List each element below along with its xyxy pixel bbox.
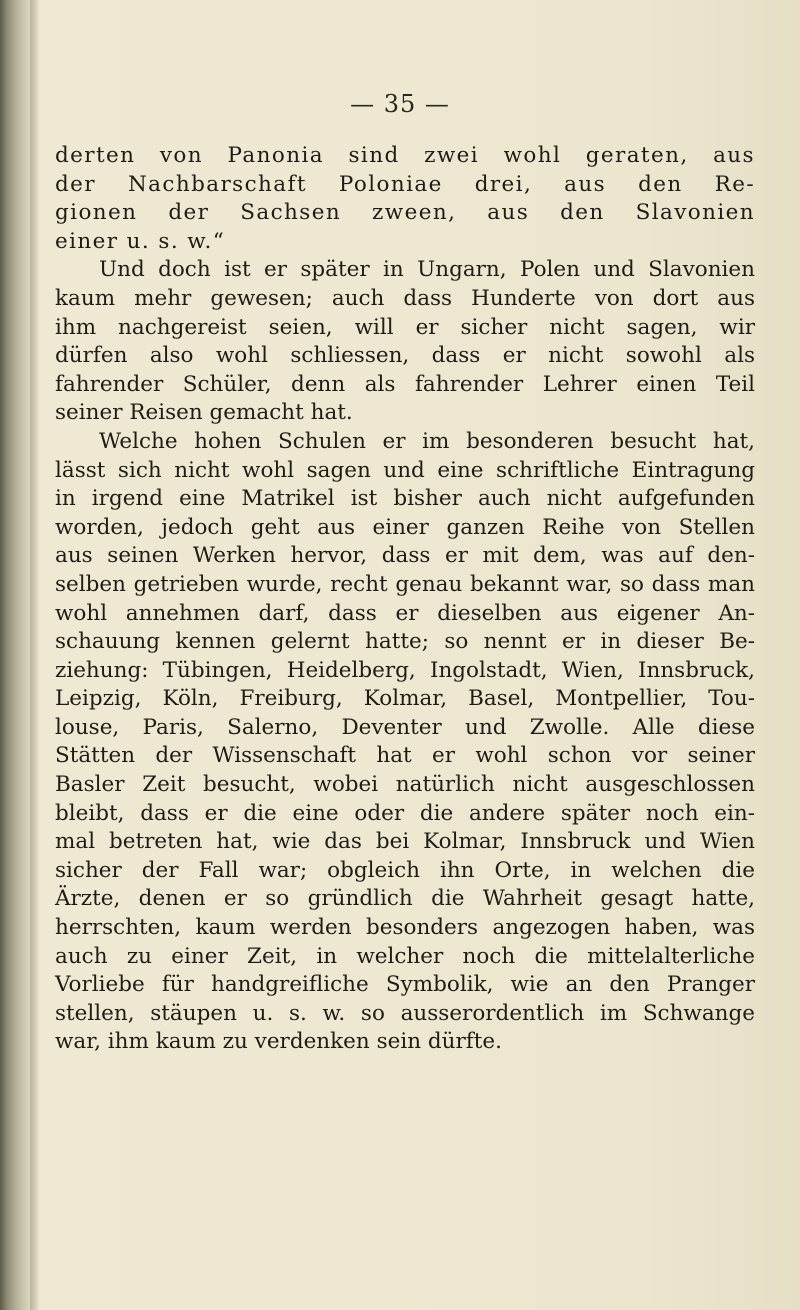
text-line: derten von Panonia sind zwei wohl geraten, aus <box>55 143 755 168</box>
text-line: herrschten, kaum werden besonders angezogen haben, was <box>55 915 755 941</box>
text-line: sicher der Fall war; obgleich ihn Orte, in welchen die <box>55 857 755 883</box>
text-line: louse, Paris, Salerno, Deventer und Zwolle. Alle diese <box>55 714 755 740</box>
text-line: mal betreten hat, wie das bei Kolmar, Innsbruck und Wien <box>55 829 755 855</box>
text-line: der Nachbarschaft Poloniae drei, aus den Re- <box>55 171 755 197</box>
text-line: Stätten der Wissenschaft hat er wohl schon vor seiner <box>55 743 755 769</box>
text-line: Basler Zeit besucht, wobei natürlich nicht ausgeschlossen <box>55 772 755 798</box>
body-text <box>55 142 755 1057</box>
text-line: dürfen also wohl schliessen, dass er nicht sowohl als <box>55 343 755 369</box>
text-line: stellen, stäupen u. s. w. so ausserordentlich im Schwange <box>55 1000 755 1026</box>
paragraph-start-line: Welche hohen Schulen er im besonderen besucht hat, <box>99 428 755 454</box>
text-line: Leipzig, Köln, Freiburg, Kolmar, Basel, Montpellier, Tou- <box>55 686 755 712</box>
text-line: war, ihm kaum zu verdenken sein dürfte. <box>55 1029 502 1055</box>
text-line: kaum mehr gewesen; auch dass Hunderte von dort aus <box>55 285 755 311</box>
text-line: bleibt, dass er die eine oder die andere später noch ein- <box>55 800 755 826</box>
text-line: fahrender Schüler, denn als fahrender Lehrer einen Teil <box>55 371 755 397</box>
text-line: in irgend eine Matrikel ist bisher auch nicht aufgefunden <box>55 486 755 512</box>
text-line: einer u. s. w.“ <box>55 228 226 254</box>
text-line: schauung kennen gelernt hatte; so nennt er in dieser Be- <box>55 629 755 655</box>
text-line: Vorliebe für handgreifliche Symbolik, wie an den Pranger <box>55 972 755 998</box>
text-line: worden, jedoch geht aus einer ganzen Reihe von Stellen <box>55 514 755 540</box>
text-line: seiner Reisen gemacht hat. <box>55 400 353 426</box>
text-line: lässt sich nicht wohl sagen und eine schriftliche Eintragung <box>55 457 755 483</box>
text-line: selben getrieben wurde, recht genau bekannt war, so dass man <box>55 571 755 597</box>
text-line: gionen der Sachsen zween, aus den Slavonien <box>55 200 755 226</box>
text-line: wohl annehmen darf, dass er dieselben aus eigener An- <box>55 600 755 626</box>
paragraph-start-line: Und doch ist er später in Ungarn, Polen und Slavonien <box>99 257 755 283</box>
text-line: aus seinen Werken hervor, dass er mit dem, was auf den- <box>55 543 755 569</box>
text-line: ziehung: Tübingen, Heidelberg, Ingolstadt, Wien, Innsbruck, <box>55 657 755 683</box>
page-number: — 35 — <box>350 90 450 118</box>
text-line: Ärzte, denen er so gründlich die Wahrheit gesagt hatte, <box>55 886 755 912</box>
text-line: ihm nachgereist seien, will er sicher nicht sagen, wir <box>55 314 755 340</box>
text-line: auch zu einer Zeit, in welcher noch die mittelalterliche <box>55 943 755 969</box>
gutter-shadow <box>30 0 40 1310</box>
